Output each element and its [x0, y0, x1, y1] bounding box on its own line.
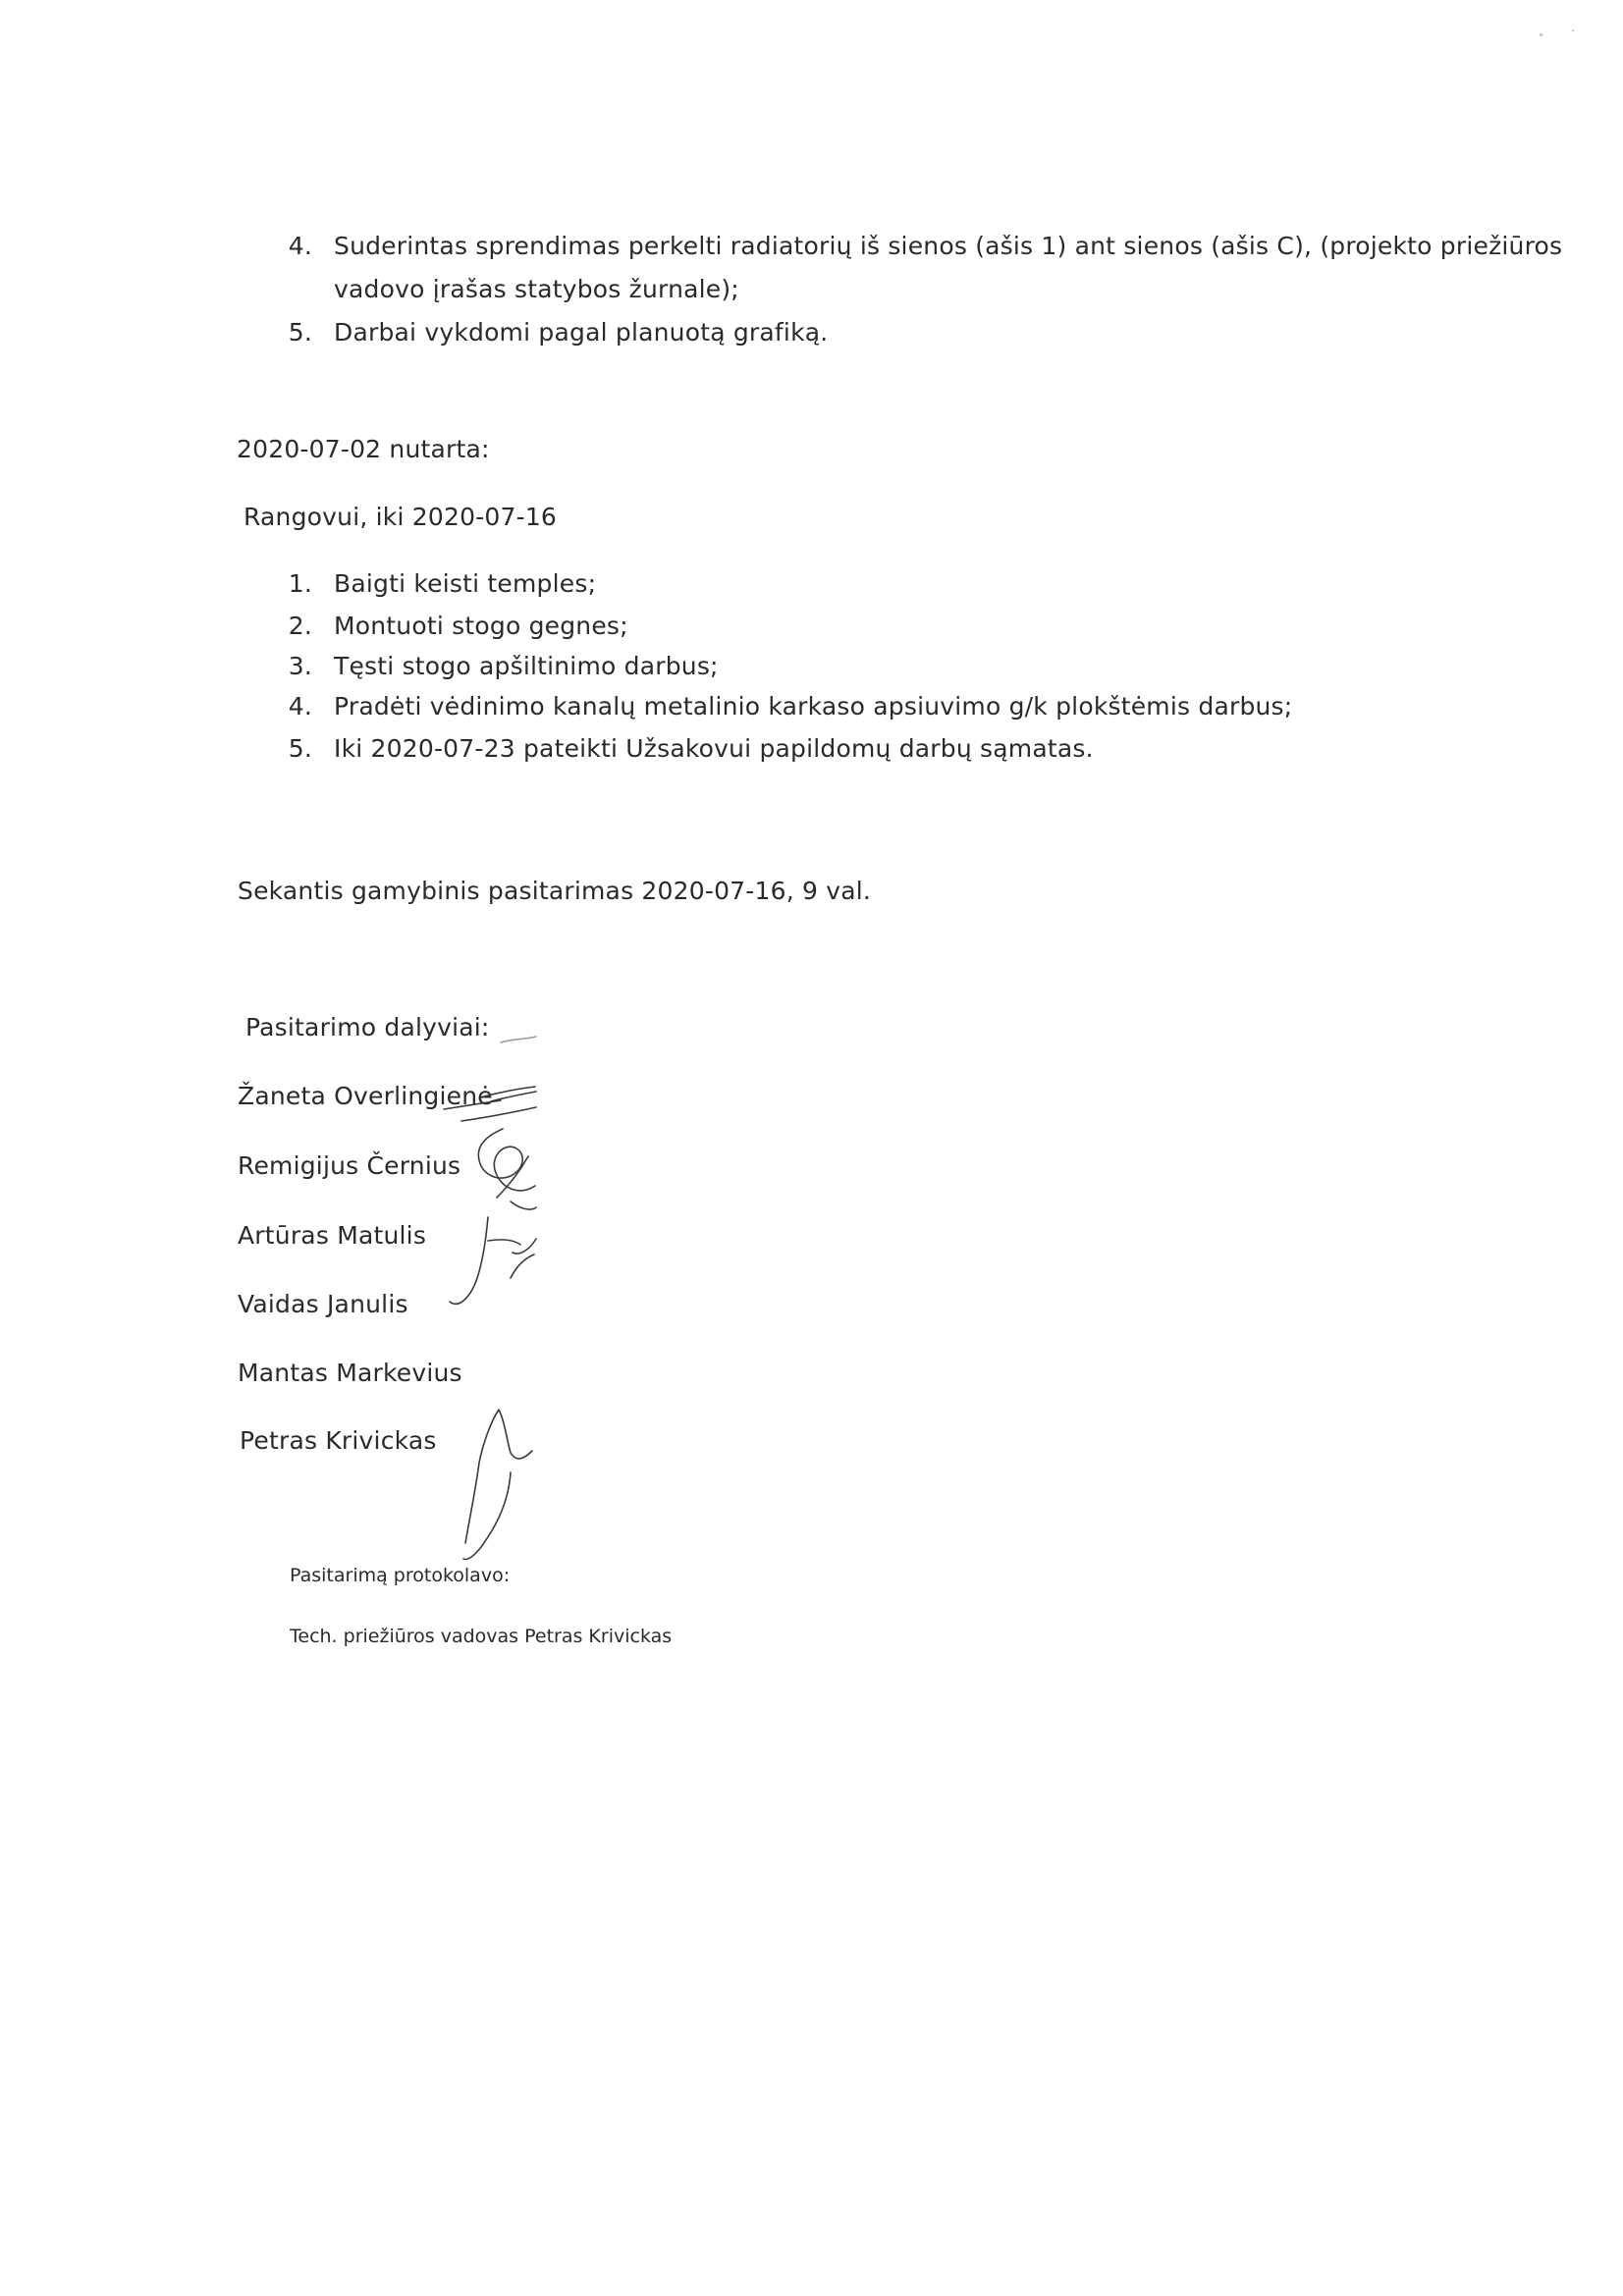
list-item-text: Suderintas sprendimas perkelti radiatorių iš sienos (ašis 1) ant sienos (ašis C), (projekto priežiūros: [334, 232, 1563, 260]
list-item-text: Montuoti stogo gegnes;: [334, 612, 628, 640]
list-item-number: 4.: [288, 232, 312, 260]
signature-matulis: [450, 1217, 536, 1304]
scan-speck: [1540, 33, 1542, 36]
list-item-text: Iki 2020-07-23 pateikti Užsakovui papildomų darbų sąmatas.: [334, 734, 1094, 763]
list-item-text: vadovo įrašas statybos žurnale);: [334, 275, 739, 303]
participant-name: Žaneta Overlingienė: [238, 1082, 493, 1110]
scan-speck: [1572, 29, 1574, 31]
list-item-number: 5.: [288, 318, 312, 347]
list-item-number: 2.: [288, 612, 312, 640]
participant-name: Remigijus Černius: [238, 1151, 461, 1180]
list-item-text: Darbai vykdomi pagal planuotą grafiką.: [334, 318, 829, 347]
list-item: [0, 232, 1623, 271]
list-item: [0, 612, 1623, 651]
signature-krivickas: [463, 1410, 532, 1560]
list-item: [0, 652, 1623, 691]
list-item-text: Baigti keisti temples;: [334, 569, 597, 598]
participant-name: Mantas Markevius: [238, 1359, 462, 1387]
signature-cernius: [478, 1129, 536, 1209]
signature-mark: [501, 1037, 536, 1042]
list-item-text: Tęsti stogo apšiltinimo darbus;: [334, 652, 719, 680]
participant-name: Petras Krivickas: [240, 1426, 437, 1455]
protocol-author: Tech. priežiūros vadovas Petras Krivickas: [290, 1626, 673, 1647]
list-item-number: 3.: [288, 652, 312, 680]
decision-heading: 2020-07-02 nutarta:: [237, 435, 490, 463]
list-item-number: 1.: [288, 569, 312, 598]
list-item: [0, 692, 1623, 731]
list-item: [0, 734, 1623, 774]
list-item-number: 5.: [288, 734, 312, 763]
list-item-text: Pradėti vėdinimo kanalų metalinio karkaso apsiuvimo g/k plokštėmis darbus;: [334, 692, 1293, 721]
list-item-continuation: [0, 275, 1623, 314]
next-meeting-text: Sekantis gamybinis pasitarimas 2020-07-16, 9 val.: [238, 877, 872, 905]
participants-heading: Pasitarimo dalyviai:: [245, 1013, 490, 1041]
participant-name: Artūras Matulis: [238, 1221, 427, 1250]
list-item: [0, 318, 1623, 357]
protocol-label: Pasitarimą protokolavo:: [290, 1565, 511, 1586]
contractor-line: Rangovui, iki 2020-07-16: [243, 503, 558, 531]
list-item-number: 4.: [288, 692, 312, 721]
participant-name: Vaidas Janulis: [238, 1290, 408, 1318]
list-item: [0, 569, 1623, 609]
